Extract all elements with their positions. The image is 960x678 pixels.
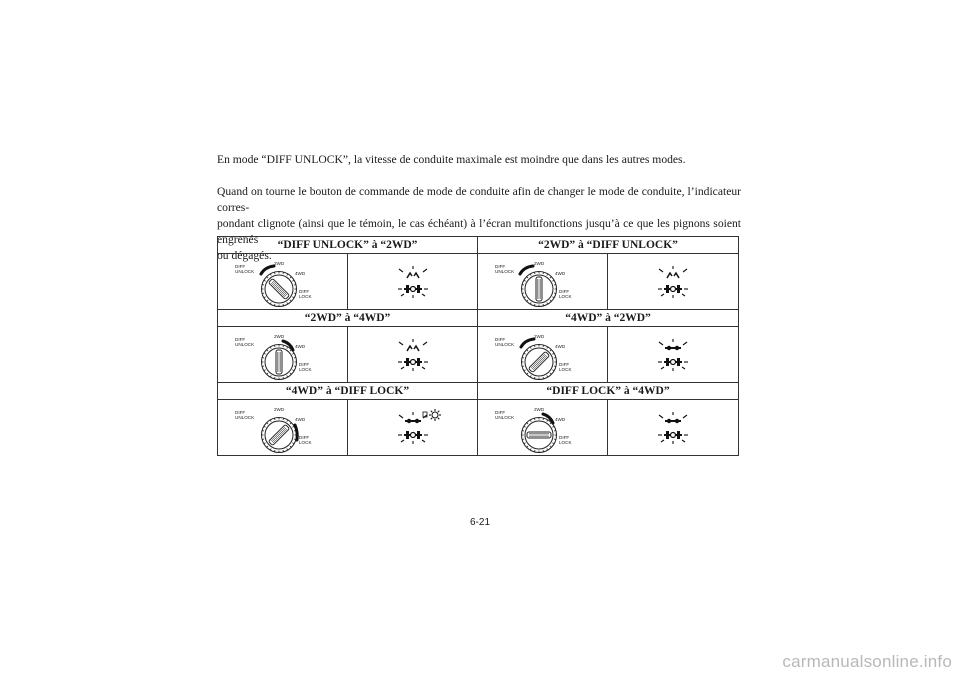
svg-text:DIFF: DIFF xyxy=(558,361,569,367)
svg-text:DIFF: DIFF xyxy=(298,434,309,440)
svg-text:4WD: 4WD xyxy=(554,270,565,276)
svg-text:LOCK: LOCK xyxy=(298,439,312,445)
indicator-cell xyxy=(608,327,739,383)
svg-text:4WD: 4WD xyxy=(554,416,565,422)
table-row xyxy=(218,383,739,400)
svg-text:UNLOCK: UNLOCK xyxy=(234,268,254,274)
indicator-cell xyxy=(348,327,478,383)
table-row xyxy=(218,310,739,327)
svg-text:LOCK: LOCK xyxy=(298,366,312,372)
drive-mode-knob-icon xyxy=(233,330,333,380)
svg-text:UNLOCK: UNLOCK xyxy=(494,414,514,420)
svg-text:LOCK: LOCK xyxy=(558,293,572,299)
page-number: 6-21 xyxy=(469,517,490,528)
header-diff-lock-to-4wd: “DIFF LOCK” à “4WD” xyxy=(478,383,739,400)
knob-diagram xyxy=(218,400,348,456)
watermark: carmanualsonline.info xyxy=(782,652,952,671)
svg-text:DIFF: DIFF xyxy=(234,263,245,269)
svg-text:4WD: 4WD xyxy=(294,270,305,276)
svg-text:DIFF: DIFF xyxy=(298,288,309,294)
4wd-indicator-icon xyxy=(643,334,703,376)
4wd-indicator-icon xyxy=(383,334,443,376)
table-row xyxy=(218,400,739,456)
knob-diagram xyxy=(478,254,608,310)
svg-text:LOCK: LOCK xyxy=(558,366,572,372)
header-2wd-to-diff-unlock: “2WD” à “DIFF UNLOCK” xyxy=(478,237,739,254)
drive-mode-knob-icon xyxy=(233,403,333,453)
4wd-indicator-icon xyxy=(643,407,703,449)
knob-diagram xyxy=(218,327,348,383)
svg-text:LOCK: LOCK xyxy=(558,439,572,445)
indicator-cell xyxy=(348,400,478,456)
svg-text:DIFF: DIFF xyxy=(494,336,505,342)
paragraph-diff-unlock-speed: En mode “DIFF UNLOCK”, la vitesse de conduite maximale est moindre que dans les autres modes. xyxy=(217,153,686,166)
diff-unlock-indicator-icon xyxy=(383,261,443,303)
svg-text:2WD: 2WD xyxy=(533,260,544,266)
svg-text:DIFF: DIFF xyxy=(558,434,569,440)
svg-text:UNLOCK: UNLOCK xyxy=(234,341,254,347)
svg-text:4WD: 4WD xyxy=(294,343,305,349)
svg-text:DIFF: DIFF xyxy=(494,409,505,415)
paragraph-line-2: pondant clignote (ainsi que le témoin, le cas échéant) à l’écran multifonctions jusqu’à ce que les pignons soient engrenés xyxy=(217,217,741,246)
paragraph-line-1: Quand on tourne le bouton de commande de mode de conduite afin de changer le mode de conduite, l’indicateur corres- xyxy=(217,185,741,214)
svg-text:2WD: 2WD xyxy=(273,406,284,412)
header-4wd-to-2wd: “4WD” à “2WD” xyxy=(478,310,739,327)
drive-mode-knob-icon xyxy=(493,403,593,453)
indicator-cell xyxy=(348,254,478,310)
header-diff-unlock-to-2wd: “DIFF UNLOCK” à “2WD” xyxy=(218,237,478,254)
svg-text:DIFF: DIFF xyxy=(234,409,245,415)
mode-change-table xyxy=(217,236,739,456)
diff-unlock-indicator-icon xyxy=(643,261,703,303)
svg-text:2WD: 2WD xyxy=(273,260,284,266)
svg-text:2WD: 2WD xyxy=(273,333,284,339)
paragraph-line-3: ou dégagés. xyxy=(217,249,272,262)
svg-text:UNLOCK: UNLOCK xyxy=(234,414,254,420)
svg-text:4WD: 4WD xyxy=(554,343,565,349)
svg-text:2WD: 2WD xyxy=(533,406,544,412)
knob-diagram xyxy=(478,327,608,383)
svg-text:4WD: 4WD xyxy=(294,416,305,422)
diff-lock-indicator-icon xyxy=(383,407,443,449)
indicator-cell xyxy=(608,400,739,456)
header-2wd-to-4wd: “2WD” à “4WD” xyxy=(218,310,478,327)
drive-mode-knob-icon xyxy=(493,257,593,307)
svg-text:DIFF: DIFF xyxy=(298,361,309,367)
svg-text:LOCK: LOCK xyxy=(298,293,312,299)
svg-text:DIFF: DIFF xyxy=(494,263,505,269)
svg-text:DIFF: DIFF xyxy=(558,288,569,294)
svg-text:DIFF: DIFF xyxy=(234,336,245,342)
table-row xyxy=(218,237,739,254)
knob-diagram xyxy=(478,400,608,456)
drive-mode-knob-icon xyxy=(233,257,333,307)
table-row xyxy=(218,327,739,383)
header-4wd-to-diff-lock: “4WD” à “DIFF LOCK” xyxy=(218,383,478,400)
svg-text:2WD: 2WD xyxy=(533,333,544,339)
table-row xyxy=(218,254,739,310)
knob-diagram xyxy=(218,254,348,310)
svg-text:UNLOCK: UNLOCK xyxy=(494,268,514,274)
svg-text:UNLOCK: UNLOCK xyxy=(494,341,514,347)
drive-mode-knob-icon xyxy=(493,330,593,380)
indicator-cell xyxy=(608,254,739,310)
